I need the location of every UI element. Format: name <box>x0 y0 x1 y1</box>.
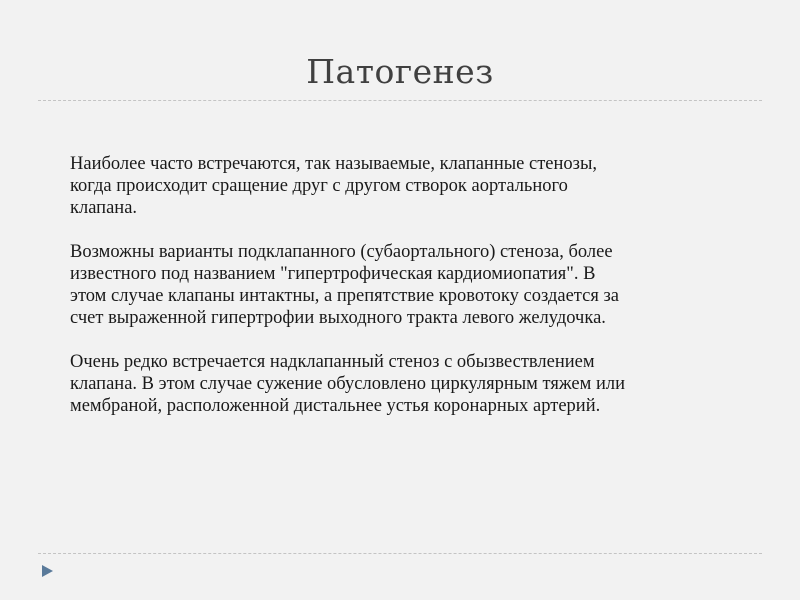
play-triangle-icon <box>40 564 54 578</box>
title-divider <box>38 100 762 101</box>
slide-title: Патогенез <box>306 52 494 91</box>
paragraph-supravalvular-stenosis: Очень редко встречается надклапанный стеноз с обызвествлением клапана. В этом случае сужение обусловлено циркулярным тяжем или мембраной, расположенной дистальнее устья коронарных артерий. <box>70 352 625 416</box>
paragraph-valvular-stenosis: Наиболее часто встречаются, так называемые, клапанные стенозы, когда происходит сращение друг с другом створок аортального клапана. <box>70 154 598 218</box>
paragraph-subvalvular-stenosis: Возможны варианты подклапанного (субаортального) стеноза, более известного под названием "гипертрофическая кардиомиопатия". В этом случае клапаны интактны, а препятствие кровотоку создается за счет выраженной гипертрофии выходного тракта левого желудочка. <box>70 242 619 328</box>
footer-divider <box>38 553 762 554</box>
slide-body <box>70 153 750 417</box>
